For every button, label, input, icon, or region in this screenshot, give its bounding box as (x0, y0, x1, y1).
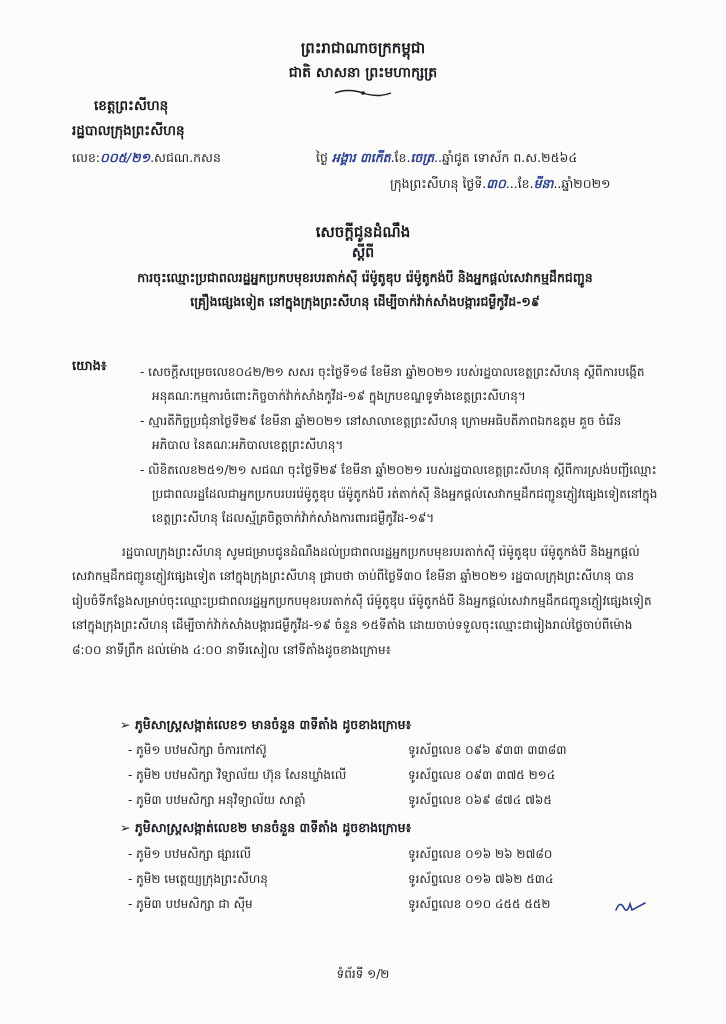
reference-item: - លិខិតលេខ២៥១/២១ សជណ ចុះថ្ងៃទី២៩ ខែមីនា ឆ្នាំ២០២១ របស់រដ្ឋបាលខេត្តព្រះសីហនុ ស្តីពីការស្រង់បញ្ជីឈ្មោះប្រជាពលរដ្ឋដែលជាអ្នកប្រកបរបររ៉េម៉ូតូឌុប រ៉េម៉ូតូកង់បី រត់តាក់ស៊ី និងអ្នកផ្តល់សេវាកម្មដឹកជញ្ជូនភ្ញៀវផ្សេងទៀតនៅក្នុងខេត្តព្រះសីហនុ ដែលស្ម័គ្រចិត្តចាក់វ៉ាក់សាំងការពារជម្ងឺកូវីដ-១៩។ (140, 463, 658, 525)
flourish-ornament-icon (333, 88, 393, 98)
issuing-province: ខេត្តព្រះសីហនុ (94, 98, 169, 114)
location-phone: ទូរស័ព្ទលេខ ០១៦ ៧៦២ ៥៣៤ (408, 872, 554, 886)
reference-number (72, 150, 221, 167)
location-phone: ទូរស័ព្ទលេខ ០៩៦ ៩៣៣ ៣៣៨៣ (408, 743, 567, 757)
notice-regarding: ស្តីពី (351, 245, 375, 261)
kingdom-heading: ព្រះរាជាណាចក្រកម្ពុជា (300, 39, 426, 57)
national-motto: ជាតិ សាសនា ព្រះមហាក្សត្រ (288, 65, 438, 81)
notice-title: សេចក្តីជូនដំណឹង (315, 223, 411, 241)
lunar-day-handwritten: អង្គារ ៣កេីត (331, 150, 391, 165)
location-place: - ភូមិ៣ បឋមសិក្សា ជា ស៊ីម (128, 897, 253, 911)
location-phone: ទូរស័ព្ទលេខ ០១៦ ២៦ ២៧៨០ (408, 847, 553, 861)
location-row (128, 871, 588, 891)
location-place: - ភូមិ១ បឋមសិក្សា ចំការកៅស៊ូ (128, 743, 267, 757)
location-phone: ទូរស័ព្ទលេខ ០៩៣ ៣៧៥ ២១៤ (408, 768, 556, 782)
notice-subject: ការចុះឈ្មោះប្រជាពលរដ្ឋអ្នកប្រកបមុខរបរតាក់ស៊ី រ៉េម៉ូតូឌុប រ៉េម៉ូតូកង់បី និងអ្នកផ្តល់សេវាកម្មដឹកជញ្ជូនគ្រឿងផ្សេងទៀត នៅក្នុងក្រុងព្រះសីហនុ ដើម្បីចាក់វ៉ាក់សាំងបង្ការជម្ងឺកូវីដ-១៩ (137, 270, 593, 309)
location-phone: ទូរស័ព្ទលេខ ០១០ ៤៥៥ ៥៥២ (408, 897, 551, 911)
gregorian-day-handwritten: ៣០ (486, 176, 506, 191)
reference-number-handwritten: ០០៥/២១ (100, 150, 151, 165)
reference-item: - សេចក្តីសម្រេចលេខ០៤២/២១ សសរ ចុះថ្ងៃទី១៨ ខែមីនា ឆ្នាំ២០២១ របស់រដ្ឋបាលខេត្តព្រះសីហនុ ស្តីពីការបង្កើតអនុគណៈកម្មការចំពោះកិច្ចចាក់វ៉ាក់សាំងកូវីដ-១៩ ក្នុងក្របខណ្ឌទូទាំងខេត្តព្រះសីហនុ។ (140, 365, 645, 403)
lunar-month-handwritten: ចេត្រ (410, 150, 434, 165)
gregorian-year: ..ឆ្នាំ២០២១ (553, 176, 611, 191)
lunar-month-prefix: .ខែ. (390, 150, 411, 165)
location-row (128, 846, 588, 866)
notice-body: រដ្ឋបាលក្រុងព្រះសីហនុ សូមជម្រាបជូនដំណឹងដល់ប្រជាពលរដ្ឋអ្នកប្រកបមុខរបរតាក់ស៊ី រ៉េម៉ូតូឌុប រ៉េម៉ូតូកង់បី និងអ្នកផ្តល់សេវាកម្មដឹកជញ្ជូនភ្ញៀវផ្សេងទៀត នៅក្នុងក្រុងព្រះសីហនុ ជ្រាបថា ចាប់ពីថ្ងៃទី៣០ ខែមីនា ឆ្នាំ២០២១ រដ្ឋបាលក្រុងព្រះសីហនុ បានរៀបចំទីកន្លែងសម្រាប់ចុះឈ្មោះប្រជាពលរដ្ឋអ្នកប្រកបមុខរបរតាក់ស៊ី រ៉េម៉ូតូឌុប រ៉េម៉ូតូកង់បី និងអ្នកផ្តល់សេវាកម្មដឹកជញ្ជូនភ្ញៀវផ្សេងទៀត នៅក្នុងក្រុងព្រះសីហនុ ដើម្បីចាក់វ៉ាក់សាំងបង្ការជម្ងឺកូវីដ-១៩ ចំនួន ១៥ទីតាំង ដោយចាប់ទទួលចុះឈ្មោះជារៀងរាល់ថ្ងៃចាប់ពីម៉ោង ៨:០០ នាទីព្រឹក ដល់ម៉ោង ៤:០០ នាទីរសៀល នៅទីតាំងដូចខាងក្រោម៖ (72, 545, 652, 657)
location-group-heading: ➢ ភូមិសាស្ត្រសង្កាត់លេខ១ មានចំនួន ៣ទីតាំង ដូចខាងក្រោម៖ (120, 717, 412, 732)
reference-item: - ស្មារតីកិច្ចប្រជុំនាថ្ងៃទី២៩ ខែមីនា ឆ្នាំ២០២១ នៅសាលាខេត្តព្រះសីហនុ ក្រោមអធិបតីភាពឯកឧត្តម គួច ចំរើន អភិបាល នៃគណៈអភិបាលខេត្តព្រះសីហនុ។ (140, 414, 622, 452)
location-place: - ភូមិ២ មេត្តេយ្យក្រុងព្រះសីហនុ (128, 872, 268, 886)
reference-label: លេខ: (72, 150, 101, 165)
location-row (128, 792, 588, 812)
location-row (128, 742, 588, 762)
location-row (128, 767, 588, 787)
initials-signature-icon (614, 896, 648, 916)
reference-suffix: .សជណ.កសន (150, 150, 221, 165)
lunar-date-prefix: ថ្ងៃ (316, 150, 328, 165)
gregorian-month-prefix: ...ខែ. (505, 176, 534, 191)
location-phone: ទូរស័ព្ទលេខ ០៦៩ ៨៧៤ ៧៦៥ (408, 793, 552, 807)
gregorian-date-prefix: ក្រុងព្រះសីហនុ ថ្ងៃទី. (390, 176, 487, 191)
references-list (140, 360, 660, 531)
location-group-heading: ➢ ភូមិសាស្ត្រសង្កាត់លេខ២ មានចំនួន ៣ទីតាំង ដូចខាងក្រោម៖ (120, 820, 412, 835)
gregorian-date (390, 176, 611, 193)
lunar-date (316, 150, 577, 167)
location-place: - ភូមិ១ បឋមសិក្សា ផ្សារលើ (128, 847, 252, 861)
location-place: - ភូមិ២ បឋមសិក្សា វិទ្យាល័យ ហ៊ុន សែនឃ្លាំងលើ (128, 768, 347, 782)
gregorian-month-handwritten: មីនា (533, 176, 554, 191)
lunar-year: ..ឆ្នាំជូត ទោស័ក ព.ស.២៥៦៤ (434, 150, 578, 165)
page-number: ទំព័រទី ១/២ (336, 967, 390, 981)
issuing-city-administration: រដ្ឋបាលក្រុងព្រះសីហនុ (72, 123, 185, 139)
location-place: - ភូមិ៣ បឋមសិក្សា អនុវិទ្យាល័យ សាគ្គាំ (128, 793, 306, 807)
references-label: យោង៖ (72, 359, 107, 374)
location-row (128, 896, 588, 916)
